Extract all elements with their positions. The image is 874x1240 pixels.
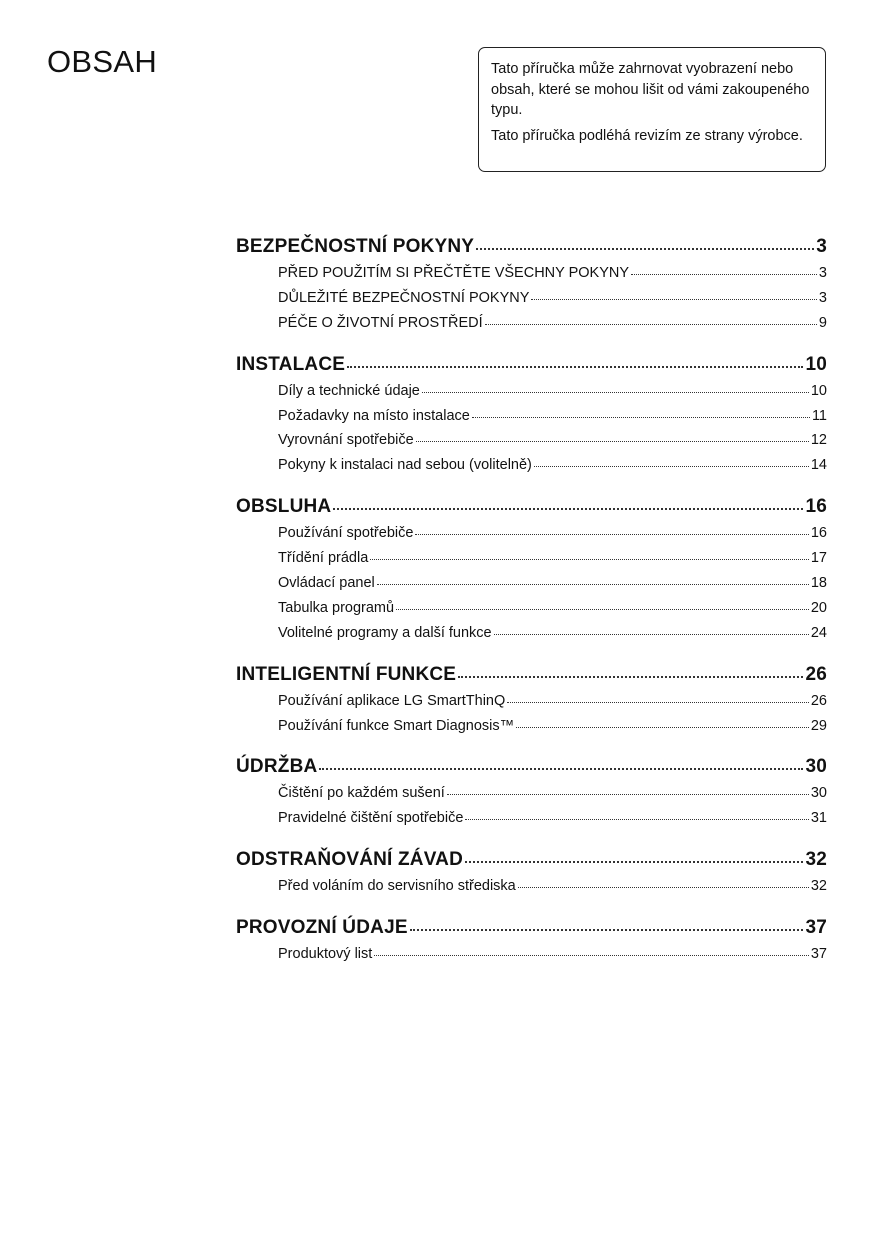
toc-section-heading-label: ODSTRAŇOVÁNÍ ZÁVAD [236,849,464,871]
toc-entry[interactable] [236,525,827,550]
toc-entry-page-number: 3 [818,265,827,281]
toc-entry-label: Volitelné programy a další funkce [278,624,492,641]
dot-leader [534,466,809,467]
toc-entry-label: PŘED POUŽITÍM SI PŘEČTĚTE VŠECHNY POKYNY [278,265,630,281]
toc-entry-label: Produktový list [278,946,373,963]
toc-section [236,849,827,903]
toc-entry[interactable] [236,408,827,433]
dot-leader [465,819,808,820]
toc-entry-label: Před voláním do servisního střediska [278,878,516,895]
page-title: OBSAH [47,44,158,79]
toc-entry[interactable] [236,575,827,600]
toc-section-heading[interactable] [236,236,827,265]
toc-entry-page-number: 31 [810,810,827,827]
dot-leader [518,887,809,888]
toc-entry-page-number: 3 [818,289,827,306]
toc-section [236,664,827,743]
toc-entry-label: Používání spotřebiče [278,525,414,542]
dot-leader [374,955,809,956]
dot-leader [631,274,817,275]
dot-leader [319,768,803,770]
toc-entry-page-number: 17 [810,550,827,567]
toc-entry-label: Třídění prádla [278,550,369,567]
toc-entry[interactable] [236,946,827,971]
dot-leader [507,702,809,703]
toc-section-heading-label: INTELIGENTNÍ FUNKCE [236,663,457,685]
dot-leader [516,727,809,728]
table-of-contents [236,236,827,985]
dot-leader [377,584,809,585]
dot-leader [396,609,809,610]
toc-entry-page-number: 29 [810,717,827,734]
toc-entry-label: Používání funkce Smart Diagnosis™ [278,717,515,734]
toc-section [236,917,827,971]
dot-leader [447,794,809,795]
toc-entry-label: Ovládací panel [278,575,375,592]
notice-box [478,47,826,172]
toc-entry[interactable] [236,383,827,408]
toc-entry-label: Požadavky na místo instalace [278,407,470,424]
toc-entry[interactable] [236,810,827,835]
toc-entry[interactable] [236,878,827,903]
notice-paragraph: Tato příručka může zahrnovat vyobrazení nebo obsah, které se mohou lišit od vámi zakoupeného typu. [491,61,810,118]
toc-entry[interactable] [236,785,827,810]
toc-entry-page-number: 37 [810,946,827,963]
toc-entry-page-number: 9 [818,314,827,331]
toc-section-heading-label: BEZPEČNOSTNÍ POKYNY [236,236,475,257]
toc-section-heading[interactable] [236,664,827,693]
toc-section [236,236,827,340]
toc-entry[interactable] [236,290,827,315]
toc-section-heading-page-number: 16 [805,496,827,518]
dot-leader [476,248,814,250]
toc-entry-page-number: 16 [810,525,827,542]
toc-entry[interactable] [236,693,827,718]
toc-section [236,354,827,483]
toc-entry-page-number: 30 [810,785,827,802]
dot-leader [472,417,810,418]
toc-entry[interactable] [236,432,827,457]
toc-entry-page-number: 18 [810,575,827,592]
toc-entry-label: DŮLEŽITÉ BEZPEČNOSTNÍ POKYNY [278,289,530,306]
toc-entry-label: Pokyny k instalaci nad sebou (volitelně) [278,457,532,474]
dot-leader [347,366,803,368]
dot-leader [485,324,817,325]
dot-leader [416,441,809,442]
toc-entry-label: Tabulka programů [278,599,395,616]
toc-section-heading[interactable] [236,496,827,525]
toc-entry[interactable] [236,600,827,625]
toc-section-heading[interactable] [236,756,827,785]
toc-entry-label: Díly a technické údaje [278,382,420,399]
toc-entry-label: Pravidelné čištění spotřebiče [278,810,464,827]
toc-section-heading-page-number: 32 [805,849,827,871]
toc-section-heading-page-number: 10 [805,353,827,375]
toc-entry-page-number: 12 [810,432,827,449]
toc-section-heading-page-number: 26 [805,663,827,685]
toc-section-heading-label: PROVOZNÍ ÚDAJE [236,917,408,939]
toc-entry[interactable] [236,625,827,650]
toc-section-heading-label: INSTALACE [236,353,346,375]
toc-section-heading[interactable] [236,849,827,878]
toc-entry-page-number: 14 [810,457,827,474]
toc-section-heading[interactable] [236,354,827,383]
toc-section-heading-page-number: 3 [816,236,827,257]
toc-entry[interactable] [236,550,827,575]
dot-leader [333,508,803,510]
dot-leader [494,634,809,635]
toc-section-heading-page-number: 37 [805,917,827,939]
toc-entry-page-number: 20 [810,599,827,616]
dot-leader [410,929,804,931]
toc-entry-page-number: 24 [810,624,827,641]
dot-leader [531,299,817,300]
toc-entry-page-number: 11 [811,407,827,424]
toc-entry[interactable] [236,718,827,743]
toc-entry-label: PÉČE O ŽIVOTNÍ PROSTŘEDÍ [278,314,483,331]
dot-leader [370,559,809,560]
toc-entry[interactable] [236,265,827,290]
toc-section-heading-label: ÚDRŽBA [236,756,318,778]
dot-leader [458,676,803,678]
toc-section-heading[interactable] [236,917,827,946]
dot-leader [465,861,803,863]
toc-entry-label: Vyrovnání spotřebiče [278,432,414,449]
toc-entry-label: Čištění po každém sušení [278,785,445,802]
toc-section [236,756,827,835]
dot-leader [415,534,808,535]
toc-section [236,496,827,649]
toc-entry-page-number: 32 [810,878,827,895]
toc-entry-page-number: 26 [810,692,827,709]
toc-entry[interactable] [236,315,827,340]
toc-entry-label: Používání aplikace LG SmartThinQ [278,692,506,709]
toc-section-heading-page-number: 30 [805,756,827,778]
notice-paragraph: Tato příručka podléhá revizím ze strany výrobce. [491,127,803,144]
dot-leader [422,392,809,393]
toc-entry[interactable] [236,457,827,482]
toc-section-heading-label: OBSLUHA [236,496,332,518]
toc-entry-page-number: 10 [810,382,827,399]
